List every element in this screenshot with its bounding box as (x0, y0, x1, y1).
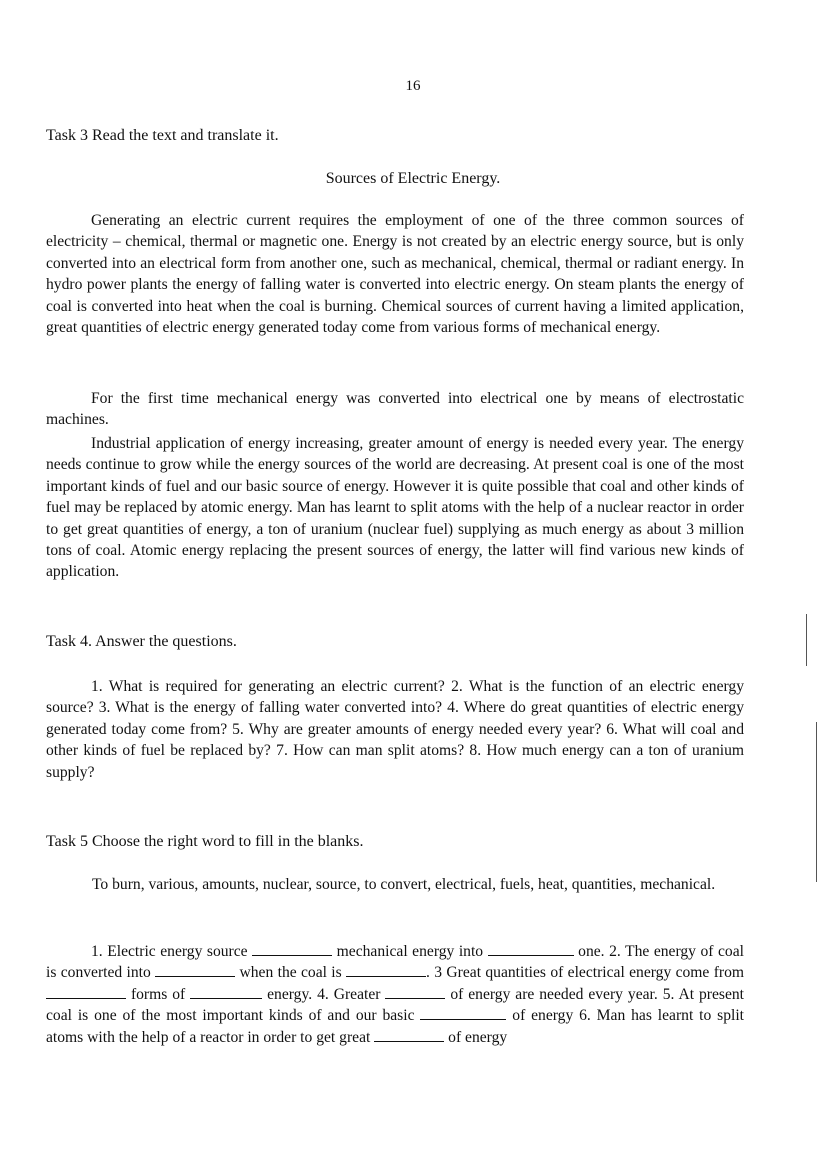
word-bank: To burn, various, amounts, nuclear, source, to convert, electrical, fuels, heat, quantities, mechanical. (92, 876, 716, 893)
blank-4[interactable] (346, 964, 426, 977)
scan-margin-mark (816, 722, 817, 882)
blank-7[interactable] (385, 986, 445, 999)
task4-questions: 1. What is required for generating an electric current? 2. What is the function of an electric energy source? 3. What is the energy of falling water converted into? 4. Where do great quantities of electric energy generated today come from? 5. Why are greater amounts of energy needed every year? 6. What will coal and other kinds of fuel be replaced by? 7. How can man split atoms? 8. How much energy can a ton of uranium supply? (46, 678, 744, 781)
task5-heading: Task 5 Choose the right word to fill in the blanks. (46, 833, 364, 850)
exercise-text: . 3 Great quantities of electrical energy come from (426, 964, 745, 982)
page-number: 16 (405, 78, 421, 94)
exercise-text: mechanical energy into (336, 943, 484, 960)
text-title: Sources of Electric Energy. (325, 170, 501, 187)
fill-in-exercise (46, 941, 744, 1048)
blank-2[interactable] (488, 943, 574, 956)
blank-3[interactable] (155, 964, 235, 977)
blank-8[interactable] (420, 1007, 506, 1020)
task4-heading: Task 4. Answer the questions. (46, 633, 237, 650)
blank-9[interactable] (374, 1029, 444, 1042)
task3-paragraph-2: For the first time mechanical energy was converted into electrical one by means of electrostatic machines. (46, 390, 744, 429)
blank-1[interactable] (252, 943, 332, 956)
exercise-text: 1. Electric energy source (91, 943, 248, 960)
task3-paragraph-3: Industrial application of energy increasing, greater amount of energy is needed every year. The energy needs continue to grow while the energy sources of the world are decreasing. At present coal is one of the most important kinds of fuel and our basic source of energy. However it is quite possible that coal and other kinds of fuel may be replaced by atomic energy. Man has learnt to split atoms with the help of a nuclear reactor in order to get great quantities of energy, a ton of uranium (nuclear fuel) supplying as much energy as about 3 million tons of coal. Atomic energy replacing the present sources of energy, the latter will find various new kinds of application. (46, 435, 744, 581)
exercise-text: of energy 6. Man has learnt to split atoms with the help of a reactor in order to get great (46, 1007, 744, 1046)
exercise-text: of energy (448, 1028, 508, 1046)
scan-margin-mark (806, 614, 807, 666)
exercise-text: when the coal is (239, 964, 342, 982)
exercise-text: of energy are needed every year. 5. At present coal is one of the most important kinds of and our basic (46, 985, 745, 1025)
task3-heading: Task 3 Read the text and translate it. (46, 127, 279, 144)
exercise-text: energy. 4. Greater (267, 985, 381, 1003)
exercise-text: one. 2. The energy of coal is converted into (46, 943, 744, 982)
task3-paragraph-1: Generating an electric current requires the employment of one of the three common sources of electricity – chemical, thermal or magnetic one. Energy is not created by an electric energy source, but is only converted into an electrical form from another one, such as mechanical, chemical, thermal or radiant energy. In hydro power plants the energy of falling water is converted into electric energy. On steam plants the energy of coal is converted into heat when the coal is burning. Chemical sources of current having a limited application, great quantities of electric energy generated today come from various forms of mechanical energy. (46, 212, 744, 337)
exercise-text: forms of (130, 985, 186, 1003)
blank-5[interactable] (46, 986, 126, 999)
blank-6[interactable] (190, 986, 262, 999)
